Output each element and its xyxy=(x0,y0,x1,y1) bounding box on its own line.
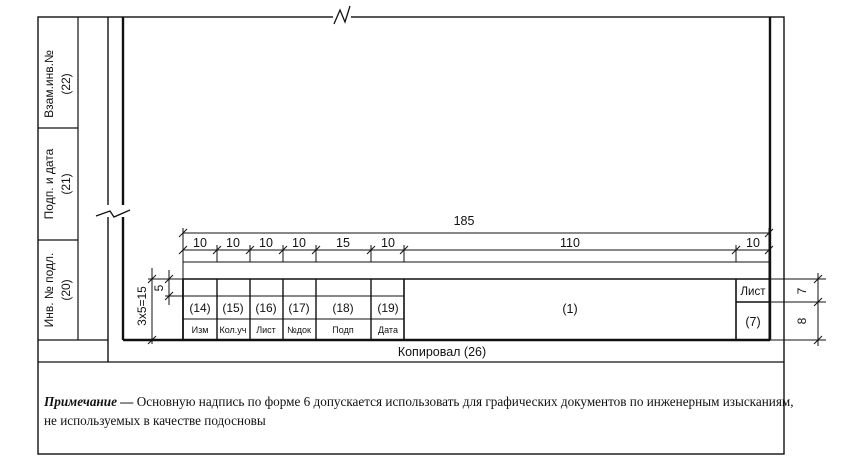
tb-sheet-label: Лист xyxy=(740,286,766,298)
copied-label: Копировал (26) xyxy=(397,345,487,359)
tb-cell-19: (19) xyxy=(377,301,399,315)
dim-col-1: 10 xyxy=(193,236,207,250)
tb-sheet-num: (7) xyxy=(745,315,761,329)
dim-col-2: 10 xyxy=(226,236,240,250)
side-num-20: (20) xyxy=(59,279,73,301)
dim-right-bottom: 8 xyxy=(795,317,809,325)
side-num-22: (22) xyxy=(59,73,73,95)
tb-header-doc: №док xyxy=(287,325,311,335)
side-label-inv: Инв. № подл. xyxy=(42,252,56,328)
note-lead: Примечание — xyxy=(44,394,134,409)
dim-total: 185 xyxy=(453,214,475,228)
side-label-sign: Подп. и дата xyxy=(42,148,56,220)
dim-left-row: 5 xyxy=(152,284,166,292)
tb-header-izm: Изм xyxy=(191,325,209,335)
tb-main-field: (1) xyxy=(562,302,578,316)
dim-right-top: 7 xyxy=(795,287,809,295)
tb-cell-17: (17) xyxy=(288,301,310,315)
dim-col-6: 10 xyxy=(381,236,395,250)
tb-header-list: Лист xyxy=(256,325,276,335)
note-text xyxy=(44,392,794,430)
side-label-replace: Взам.инв.№ xyxy=(42,50,56,118)
tb-cell-16: (16) xyxy=(255,301,277,315)
tb-header-date: Дата xyxy=(378,325,398,335)
side-num-21: (21) xyxy=(59,173,73,195)
tb-cell-18: (18) xyxy=(332,301,354,315)
tb-header-sign: Подп xyxy=(332,325,354,335)
tb-header-kol: Кол.уч xyxy=(219,325,247,335)
tb-cell-15: (15) xyxy=(222,301,244,315)
dim-col-7: 110 xyxy=(560,236,580,250)
outer-frame xyxy=(38,17,784,454)
dim-col-3: 10 xyxy=(259,236,273,250)
dim-col-5: 15 xyxy=(336,236,350,250)
dim-col-4: 10 xyxy=(292,236,306,250)
note-body: Основную надпись по форме 6 допускается использовать для графических документов по инженерным изысканиям, не используемых в качестве подосновы xyxy=(44,394,794,428)
tb-cell-14: (14) xyxy=(189,301,211,315)
dim-col-8: 10 xyxy=(746,236,760,250)
dim-left-stack: 3х5=15 xyxy=(135,286,149,326)
